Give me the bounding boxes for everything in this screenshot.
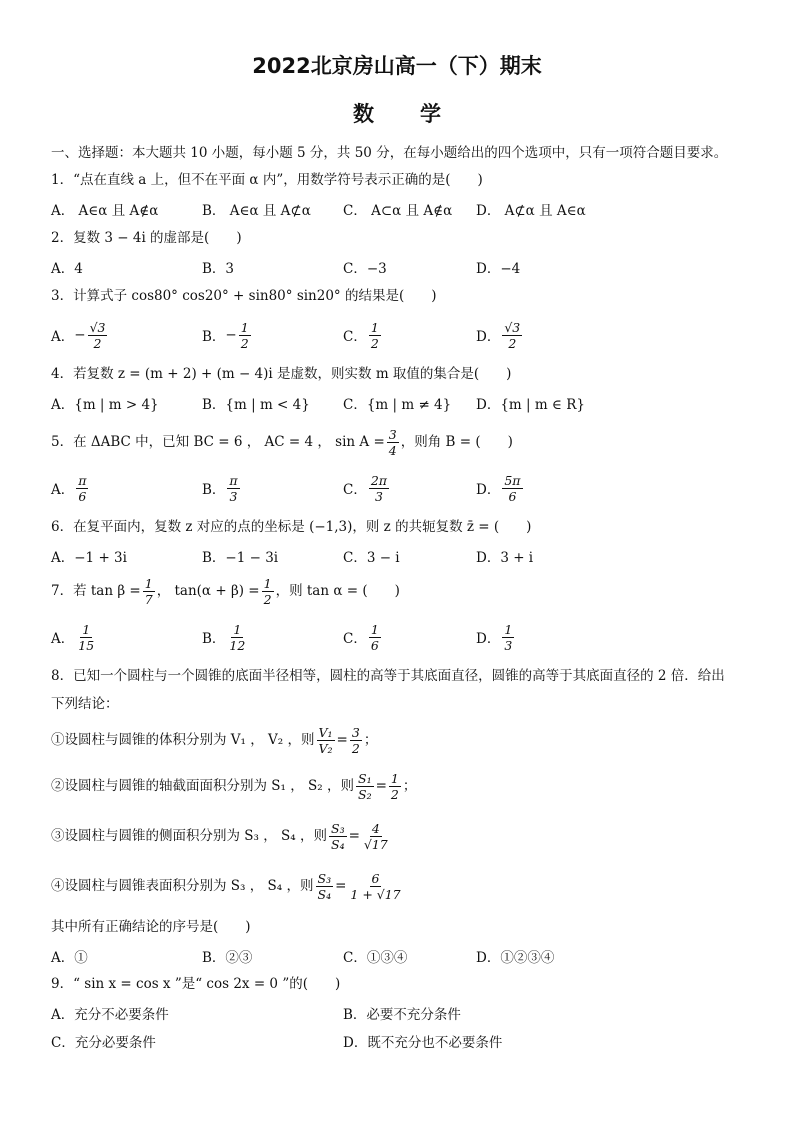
q5-option-a: A． $\frac{\pi}{6}$ <box>51 472 87 504</box>
q3-options <box>51 315 751 355</box>
q3-option-c: C． $\frac{1}{2}$ <box>343 319 379 351</box>
q2-option-d: D．−4 <box>476 261 521 277</box>
q3-option-a: A． − $\frac{√3}{2}$ <box>51 319 106 351</box>
q2-option-b: B．3 <box>202 261 235 277</box>
q8-conclusion-2: ②设圆柱与圆锥的轴截面面积分别为 S₁ ， S₂ ，则 $\frac{\text{S₁}}{\text{S₂}}$ = $\frac{1}{2}$ ； <box>51 770 417 802</box>
q4-option-a: A．{m | m > 4} <box>51 397 159 413</box>
q7-option-d: D． $\frac{1}{3}$ <box>476 621 513 653</box>
q1-stem: 1．“点在直线 a 上，但不在平面 α 内”，用数学符号表示正确的是( ) <box>51 172 483 188</box>
section-heading: 一、选择题：本大题共 10 小题，每小题 5 分，共 50 分，在每小题给出的四个选项中，只有一项符合题目要求。 <box>51 145 728 161</box>
q4-option-d: D．{m | m ∈ R} <box>476 397 585 413</box>
q2-option-a: A．4 <box>51 261 83 277</box>
q8-option-d: D．①②③④ <box>476 950 555 966</box>
q2-option-c: C．−3 <box>343 261 387 277</box>
q7-options <box>51 617 751 657</box>
q6-option-d: D．3 + i <box>476 550 534 566</box>
q6-stem: 6．在复平面内，复数 z 对应的点的坐标是 (−1,3)，则 z 的共轭复数 z̄ = ( ) <box>51 519 532 535</box>
q7-option-c: C． $\frac{1}{6}$ <box>343 621 379 653</box>
q8-conclusion-1: ①设圆柱与圆锥的体积分别为 V₁ ， V₂ ，则 $\frac{\text{V₁}}{\text{V₂}}$ = $\frac{3}{2}$ ； <box>51 724 378 756</box>
q8-stem-line2: 下列结论： <box>51 696 119 712</box>
q9-stem: 9．“ sin x = cos x ”是“ cos 2x = 0 ”的( ) <box>51 976 341 992</box>
q1-option-b: B． A∈α 且 A⊄α <box>202 203 311 219</box>
subject-char-1: 数 <box>353 102 374 126</box>
q9-option-a: A．充分不必要条件 <box>51 1007 169 1023</box>
q8-options <box>51 946 751 966</box>
q4-option-c: C．{m | m ≠ 4} <box>343 397 452 413</box>
q6-option-b: B．−1 − 3i <box>202 550 279 566</box>
q1-options <box>51 199 751 219</box>
q2-options <box>51 257 751 277</box>
q4-option-b: B．{m | m < 4} <box>202 397 310 413</box>
q6-option-a: A．−1 + 3i <box>51 550 127 566</box>
q8-option-b: B．②③ <box>202 950 253 966</box>
q9-options-row2 <box>51 1031 751 1051</box>
q8-option-c: C．①③④ <box>343 950 408 966</box>
q8-question: 其中所有正确结论的序号是( ) <box>51 919 251 935</box>
q3-option-b: B． − $\frac{1}{2}$ <box>202 319 249 351</box>
q5-stem: 5．在 ΔABC 中，已知 BC = 6 ， AC = 4 ， sin A = $\frac{3}{4}$ ，则角 B = ( ) <box>51 426 513 458</box>
q5-option-d: D． $\frac{5\pi}{6}$ <box>476 472 521 504</box>
q2-stem: 2．复数 3 − 4i 的虚部是( ) <box>51 230 242 246</box>
q7-option-a: A． $\frac{1}{15}$ <box>51 621 95 653</box>
q8-conclusion-4: ④设圆柱与圆锥表面积分别为 S₃ ， S₄ ，则 $\frac{\text{S₃}}{\text{S₄}}$ = $\frac{6}{1 + √17}$ <box>51 870 401 902</box>
q8-option-a: A．① <box>51 950 88 966</box>
q1-option-d: D． A⊄α 且 A∈α <box>476 203 586 219</box>
q3-stem: 3．计算式子 cos80° cos20° + sin80° sin20° 的结果是( ) <box>51 288 437 304</box>
q7-option-b: B． $\frac{1}{12}$ <box>202 621 246 653</box>
q9-option-c: C．充分必要条件 <box>51 1035 156 1051</box>
q5-options <box>51 468 751 508</box>
q9-option-d: D．既不充分也不必要条件 <box>343 1035 503 1051</box>
page-title: 2022北京房山高一（下）期末 <box>252 54 542 78</box>
q8-conclusion-3: ③设圆柱与圆锥的侧面积分别为 S₃ ， S₄ ，则 $\frac{\text{S₃}}{\text{S₄}}$ = $\frac{4}{√17}$ <box>51 820 388 852</box>
q1-option-c: C． A⊂α 且 A∉α <box>343 203 453 219</box>
q5-option-b: B． $\frac{\pi}{3}$ <box>202 472 238 504</box>
q9-option-b: B．必要不充分条件 <box>343 1007 461 1023</box>
q6-option-c: C．3 − i <box>343 550 400 566</box>
q1-option-a: A． A∈α 且 A∉α <box>51 203 159 219</box>
subject-char-2: 学 <box>420 102 441 126</box>
q8-stem-line1: 8．已知一个圆柱与一个圆锥的底面半径相等，圆柱的高等于其底面直径，圆锥的高等于其底面直径的 2 倍．给出 <box>51 668 725 684</box>
q4-options <box>51 393 751 413</box>
q5-option-c: C． $\frac{2\pi}{3}$ <box>343 472 388 504</box>
subject-title <box>0 98 794 128</box>
q9-options-row1 <box>51 1003 751 1023</box>
q4-stem: 4．若复数 z = (m + 2) + (m − 4)i 是虚数，则实数 m 取值的集合是( ) <box>51 366 512 382</box>
q7-stem: 7．若 tan β = $\frac{1}{7}$ ， tan(α + β) = $\frac{1}{2}$ ，则 tan α = ( ) <box>51 575 400 607</box>
q6-options <box>51 546 751 566</box>
q3-option-d: D． $\frac{√3}{2}$ <box>476 319 521 351</box>
